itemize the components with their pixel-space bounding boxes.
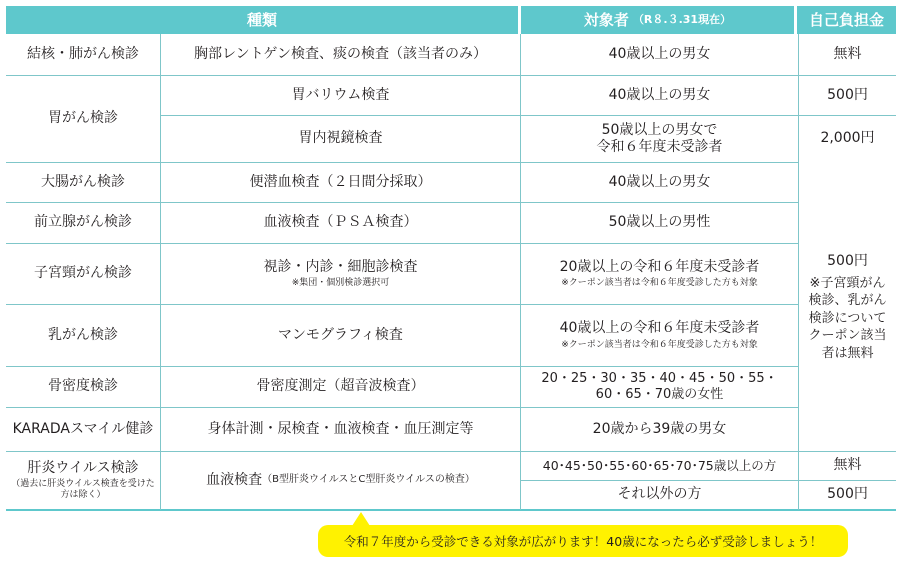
- method-breast: [161, 305, 520, 366]
- target-text: それ以外の方: [617, 486, 702, 503]
- fee-tb: [799, 35, 896, 75]
- header-type: [6, 6, 518, 34]
- target-prostate: [521, 203, 798, 243]
- callout-bubble: [318, 525, 848, 557]
- fee-shared-note: 者は無料: [821, 345, 874, 361]
- method-text: 骨密度測定（超音波検査）: [256, 378, 425, 395]
- header-target-note: （R８.３.31現在）: [632, 13, 732, 27]
- method-prostate: [161, 203, 520, 243]
- target-text: 50歳以上の男女で: [601, 121, 718, 138]
- callout-text: 令和７年度から受診できる対象が広がります！40歳になったら必ず受診しましょう！: [343, 534, 823, 549]
- target-karada: [521, 408, 798, 451]
- method-text: 胸部レントゲン検査、痰の検査（該当者のみ）: [193, 46, 488, 63]
- name-text: KARADAスマイル健診: [12, 420, 154, 437]
- name-stomach: [6, 76, 160, 162]
- fee-hepatitis-a: [799, 452, 896, 480]
- method-stomach-endoscopy: [161, 116, 520, 162]
- name-prostate: [6, 203, 160, 243]
- callout-tail: [352, 512, 370, 526]
- target-tb: [521, 35, 798, 75]
- method-text: 便潜血検査（２日間分採取）: [249, 173, 432, 190]
- target-text: 40歳以上の男女: [608, 86, 711, 103]
- fee-text: 2,000円: [820, 130, 875, 147]
- target-text: 令和６年度未受診者: [596, 139, 723, 155]
- name-tb: [6, 35, 160, 75]
- method-cervical: [161, 244, 520, 304]
- target-stomach-barium: [521, 76, 798, 115]
- method-colon: [161, 163, 520, 202]
- method-text: 胃バリウム検査: [291, 86, 390, 103]
- name-text: 肝炎ウイルス検診: [27, 459, 139, 476]
- name-hepatitis: [6, 452, 160, 509]
- target-text: 40歳以上の男女: [608, 46, 711, 63]
- header-target: [521, 6, 794, 34]
- target-bone: [521, 367, 798, 407]
- fee-hepatitis-b: [799, 481, 896, 509]
- target-cervical: [521, 244, 798, 304]
- method-text: 胃内視鏡検査: [298, 130, 383, 147]
- method-text: 身体計測・尿検査・血液検査・血圧測定等: [207, 420, 474, 437]
- header-fee-label: 自己負担金: [808, 10, 884, 29]
- method-note: ※集団・個別検診選択可: [291, 278, 390, 289]
- method-text: 血液検査: [206, 471, 263, 488]
- target-note: ※クーポン該当者は令和６年度受診した方も対象: [561, 278, 758, 289]
- method-text: 血液検査（ＰＳＡ検査）: [263, 214, 418, 231]
- name-bone: [6, 367, 160, 407]
- name-text: 乳がん検診: [48, 326, 118, 343]
- target-breast: [521, 305, 798, 366]
- target-hepatitis-a: [521, 452, 798, 480]
- fee-text: 無料: [833, 457, 862, 474]
- target-text: 20歳から39歳の男女: [592, 420, 727, 437]
- name-cervical: [6, 244, 160, 304]
- name-breast: [6, 305, 160, 366]
- method-bone: [161, 367, 520, 407]
- target-note: ※クーポン該当者は令和６年度受診した方も対象: [561, 339, 758, 350]
- target-text: 20歳以上の令和６年度未受診者: [559, 258, 760, 275]
- target-hepatitis-b: [521, 481, 798, 509]
- target-text: 40歳以上の男女: [608, 173, 711, 190]
- method-hepatitis: [161, 452, 520, 509]
- target-colon: [521, 163, 798, 202]
- fee-text: 500円: [827, 86, 868, 103]
- fee-stomach-barium: [799, 76, 896, 115]
- name-text: 子宮頸がん検診: [34, 265, 132, 282]
- name-text: 骨密度検診: [48, 378, 118, 395]
- target-stomach-endoscopy: [521, 116, 798, 162]
- target-text: 20・25・30・35・40・45・50・55・: [541, 370, 778, 386]
- method-tb: [161, 35, 520, 75]
- target-text: 60・65・70歳の女性: [595, 387, 724, 402]
- name-text: 大腸がん検診: [41, 173, 125, 190]
- name-text: 結核・肺がん検診: [27, 46, 139, 63]
- method-text: 視診・内診・細胞診検査: [263, 258, 418, 275]
- fee-shared-note: 検診について: [808, 310, 887, 326]
- name-note: （過去に肝炎ウイルス検査を受けた方は除く）: [11, 479, 155, 501]
- fee-shared-note: ※子宮頸がん: [809, 275, 886, 291]
- fee-text: 無料: [833, 46, 862, 63]
- header-target-label: 対象者: [583, 10, 629, 29]
- table-bottom-border: [6, 509, 896, 511]
- target-text: 40歳以上の令和６年度未受診者: [559, 320, 760, 337]
- name-text: 前立腺がん検診: [34, 214, 132, 231]
- header-fee: [797, 6, 896, 34]
- name-karada: [6, 408, 160, 451]
- fee-stomach-endoscopy: [799, 116, 896, 162]
- fee-shared: [799, 163, 896, 451]
- fee-shared-note: 検診、乳がん: [808, 293, 887, 309]
- method-stomach-barium: [161, 76, 520, 115]
- name-colon: [6, 163, 160, 202]
- method-note: （B型肝炎ウイルスとC型肝炎ウイルスの検査）: [262, 474, 475, 486]
- target-text: 40･45･50･55･60･65･70･75歳以上の方: [542, 458, 777, 474]
- fee-text: 500円: [827, 486, 868, 503]
- name-text: 胃がん検診: [48, 110, 118, 127]
- fee-shared-note: クーポン該当: [808, 328, 887, 344]
- fee-shared-amount: 500円: [827, 252, 868, 269]
- header-type-label: 種類: [246, 10, 277, 29]
- target-text: 50歳以上の男性: [608, 214, 711, 231]
- method-karada: [161, 408, 520, 451]
- method-text: マンモグラフィ検査: [278, 326, 403, 343]
